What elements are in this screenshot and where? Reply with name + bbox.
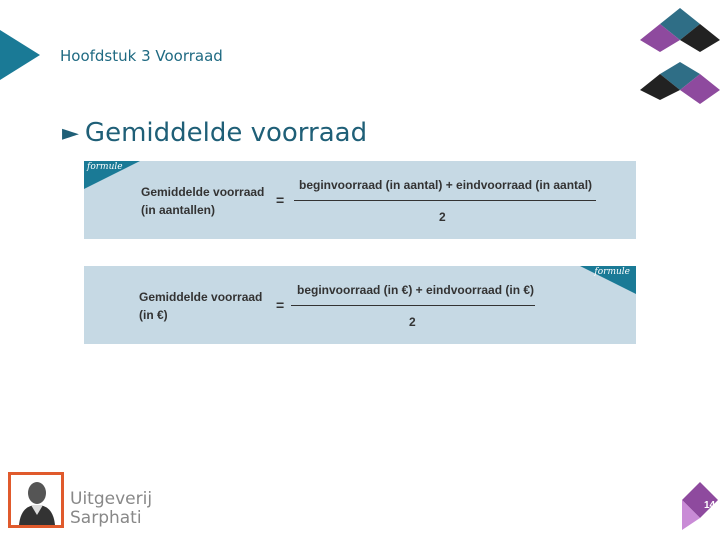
- left-arrow-decoration: [0, 30, 40, 80]
- formula-numerator: beginvoorraad (in aantal) + eindvoorraad (in aantal): [299, 178, 593, 192]
- formula-box-quantity: [84, 161, 636, 239]
- heading-text: Gemiddelde voorraad: [84, 118, 368, 148]
- slide-heading: [62, 118, 367, 148]
- page-number: 14: [704, 500, 716, 511]
- formula-tag: [580, 266, 636, 294]
- formula-tag: [84, 161, 140, 189]
- fraction-line: [291, 305, 535, 306]
- formula-numerator: beginvoorraad (in €) + eindvoorraad (in €): [297, 283, 535, 297]
- page-number-badge: [680, 478, 718, 530]
- diamond-decoration: [640, 0, 720, 110]
- publisher-line-1: Uitgeverij: [70, 489, 153, 509]
- lhs-line-1: Gemiddelde voorraad: [139, 290, 263, 304]
- triangle-bullet-icon: ►: [62, 120, 79, 146]
- formula-tag-label: formule: [87, 162, 123, 172]
- equals-sign: =: [276, 192, 285, 208]
- equals-sign: =: [276, 297, 285, 313]
- formula-denominator: 2: [439, 210, 446, 224]
- publisher-line-2: Sarphati: [70, 508, 142, 528]
- portrait-icon: [11, 475, 61, 525]
- chapter-title: Hoofdstuk 3 Voorraad: [60, 47, 223, 65]
- formula-lhs: [139, 288, 262, 324]
- lhs-line-1: Gemiddelde voorraad: [141, 185, 265, 199]
- formula-tag-label: formule: [594, 267, 630, 277]
- publisher-logo: [8, 472, 64, 528]
- lhs-line-2: (in aantallen): [141, 203, 216, 217]
- publisher-name: [70, 490, 152, 528]
- fraction-line: [294, 200, 596, 201]
- lhs-line-2: (in €): [139, 308, 168, 322]
- formula-denominator: 2: [409, 315, 416, 329]
- formula-lhs: [141, 183, 264, 219]
- formula-box-euro: [84, 266, 636, 344]
